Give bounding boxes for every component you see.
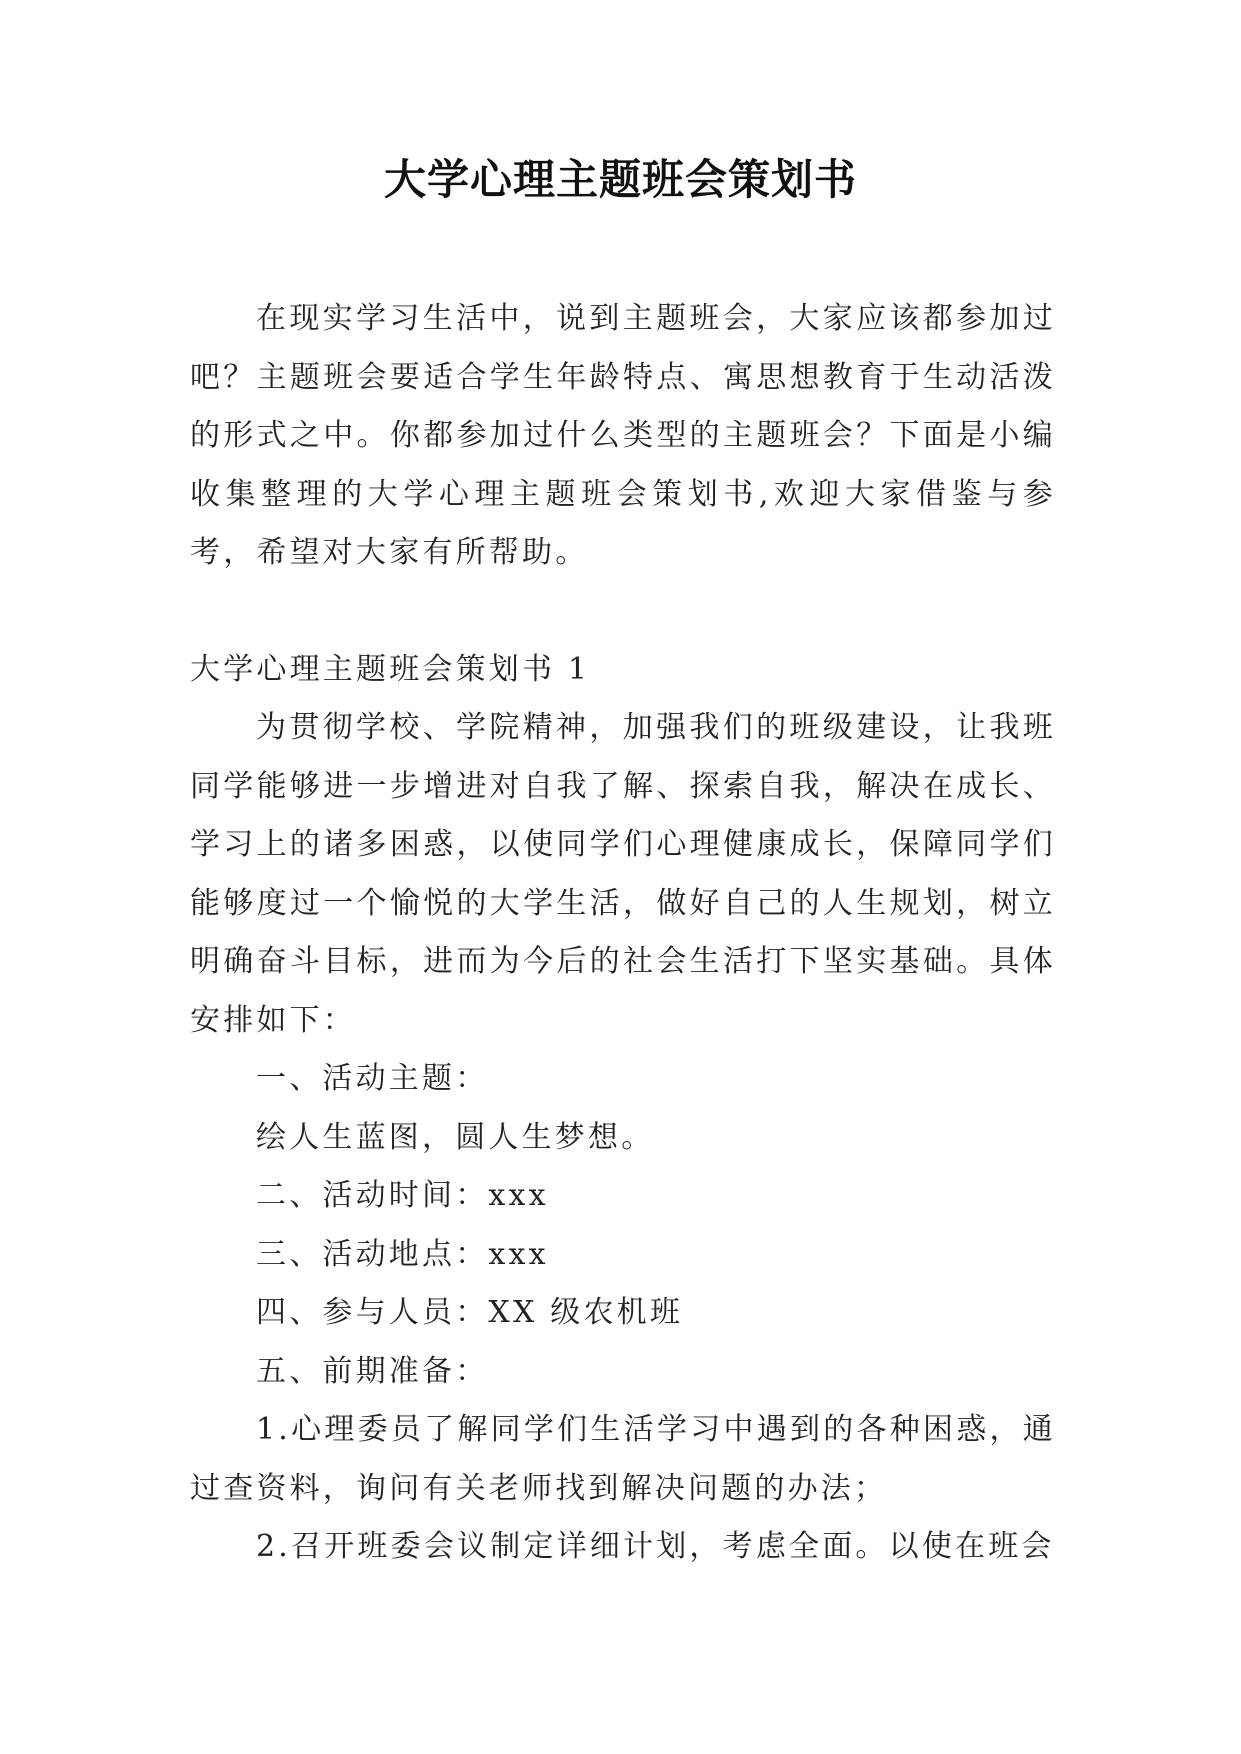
list-item-prep-1: 1.心理委员了解同学们生活学习中遇到的各种困惑，通过查资料，询问有关老师找到解决问题的办法；: [190, 1412, 1056, 1506]
list-item-preparation: 五、前期准备：: [256, 1353, 489, 1389]
list-item-time: 二、活动时间：xxx: [256, 1178, 549, 1213]
list-item-participants: 四、参与人员：XX 级农机班: [256, 1295, 684, 1330]
document-title: 大学心理主题班会策划书: [383, 155, 857, 204]
list-item-location: 三、活动地点：xxx: [256, 1236, 549, 1272]
section-intro-paragraph: 为贯彻学校、学院精神，加强我们的班级建设，让我班同学能够进一步增进对自我了解、探索自我，解决在成长、学习上的诸多困惑，以使同学们心理健康成长，保障同学们能够度过一个愉悦的大学生活，做好自己的人生规划，树立明确奋斗目标，进而为今后的社会生活打下坚实基础。具体安排如下：: [190, 710, 1056, 1038]
list-item-theme-label: 一、活动主题：: [256, 1061, 489, 1096]
intro-paragraph: 在现实学习生活中，说到主题班会，大家应该都参加过吧？主题班会要适合学生年龄特点、寓思想教育于生动活泼的形式之中。你都参加过什么类型的主题班会？下面是小编收集整理的大学心理主题班会策划书,欢迎大家借鉴与参考，希望对大家有所帮助。: [190, 301, 1056, 570]
list-item-theme: 绘人生蓝图，圆人生梦想。: [256, 1119, 655, 1155]
section-heading: 大学心理主题班会策划书 1: [190, 651, 591, 687]
document-body: [190, 290, 1056, 1577]
list-item-prep-2: 2.召开班委会议制定详细计划，考虑全面。以使在班会: [256, 1529, 1055, 1564]
